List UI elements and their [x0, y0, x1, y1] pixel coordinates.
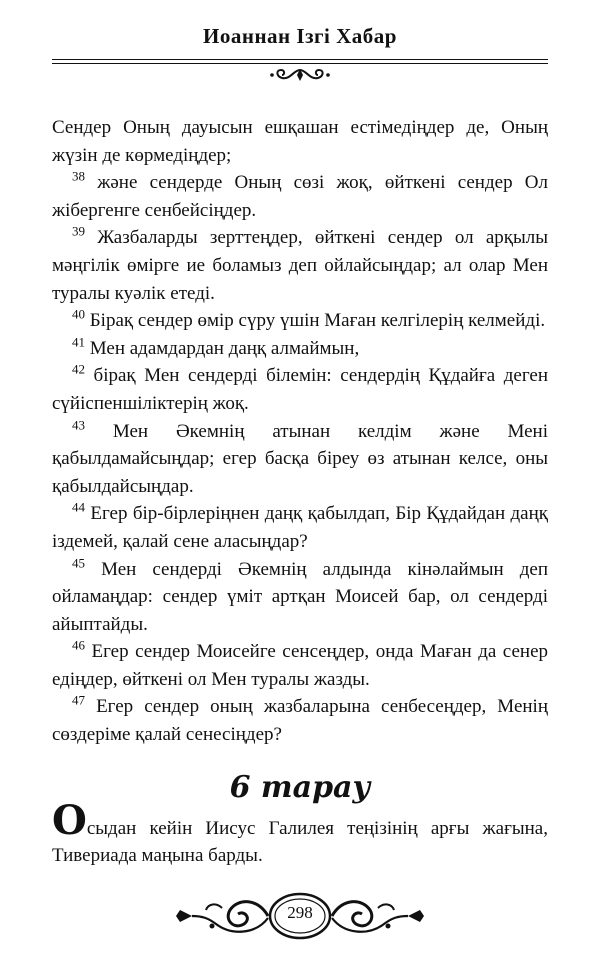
verse-41: $^{41}$ Мен адамдардан даңқ алмаймын,: [72, 334, 360, 359]
verse-number: 39: [72, 224, 85, 240]
verse-40: $^{40}$ Бірақ сендер өмір сүру үшін Маған келгілерің келмейді.: [72, 306, 546, 332]
verse-number: 41: [72, 334, 85, 350]
verse-42: $^{42}$ бірақ Мен сендерді білемін: сендердің Құдайға деген сүйіспеншіліктерің жоқ.: [52, 362, 548, 414]
verse-47: $^{47}$ Егер сендер оның жазбаларына сенбесеңдер, Менің сөздеріме қалай сенесіңдер?: [52, 693, 548, 746]
verse-46: $^{46}$ Егер сендер Моисейге сенсеңдер, онда Маған да сенер едіңдер, өйткені ол Мен туралы жазды.: [52, 637, 548, 690]
verse-number: 42: [72, 362, 85, 378]
chapter-heading: 6 тарау: [229, 769, 371, 805]
header-ornament-icon: [268, 66, 332, 86]
header-rule-bottom: [52, 63, 548, 64]
running-header: Иоаннан Ізгі Хабар: [203, 24, 397, 48]
verse-number: 40: [72, 306, 85, 322]
verse-number: 38: [72, 168, 85, 184]
page-number: 298: [287, 903, 313, 922]
verse-number: 43: [72, 417, 85, 433]
verse-37-cont: Сендер Оның дауысын ешқашан естімедіңдер де, Оның жүзін де көрмедіңдер;: [52, 117, 548, 166]
verse-number: 44: [72, 499, 85, 515]
verse-number: 47: [72, 693, 85, 709]
verse-45: $^{45}$ Мен сендерді Әкемнің алдында кінәлаймын деп ойламаңдар: сендер үміт артқан Моисей бар, ол сендерді айыптайды.: [52, 555, 548, 635]
verse-43: $^{43}$ Мен Әкемнің атынан келдім және Мені қабылдамайсыңдар; егер басқа біреу өз атынан келсе, оны қабылдайсыңдар.: [52, 417, 548, 497]
verse-38: $^{38}$ және сендерде Оның сөзі жоқ, өйткені сендер Ол жібергенге сенбейсіңдер.: [52, 168, 548, 221]
drop-cap: О: [52, 796, 87, 844]
chapter-6-verse-1: Осыдан кейін Иисус Галилея теңізінің арғы жағына, Тивериада маңына барды.: [52, 796, 548, 867]
verse-39: $^{39}$ Жазбаларды зерттеңдер, өйткені сендер ол арқылы мәңгілік өмірге ие боламыз деп ойлайсыңдар; ал олар Мен туралы куәлік етеді.: [52, 224, 548, 304]
page-body: [52, 114, 548, 870]
verse-44: $^{44}$ Егер бір-бірлеріңнен даңқ қабылдап, Бір Құдайдан даңқ іздемей, қалай сене аласыңдар?: [52, 499, 548, 552]
header-rule-top: [52, 59, 548, 60]
verse-number: 46: [72, 637, 85, 653]
verse-number: 45: [72, 555, 85, 571]
